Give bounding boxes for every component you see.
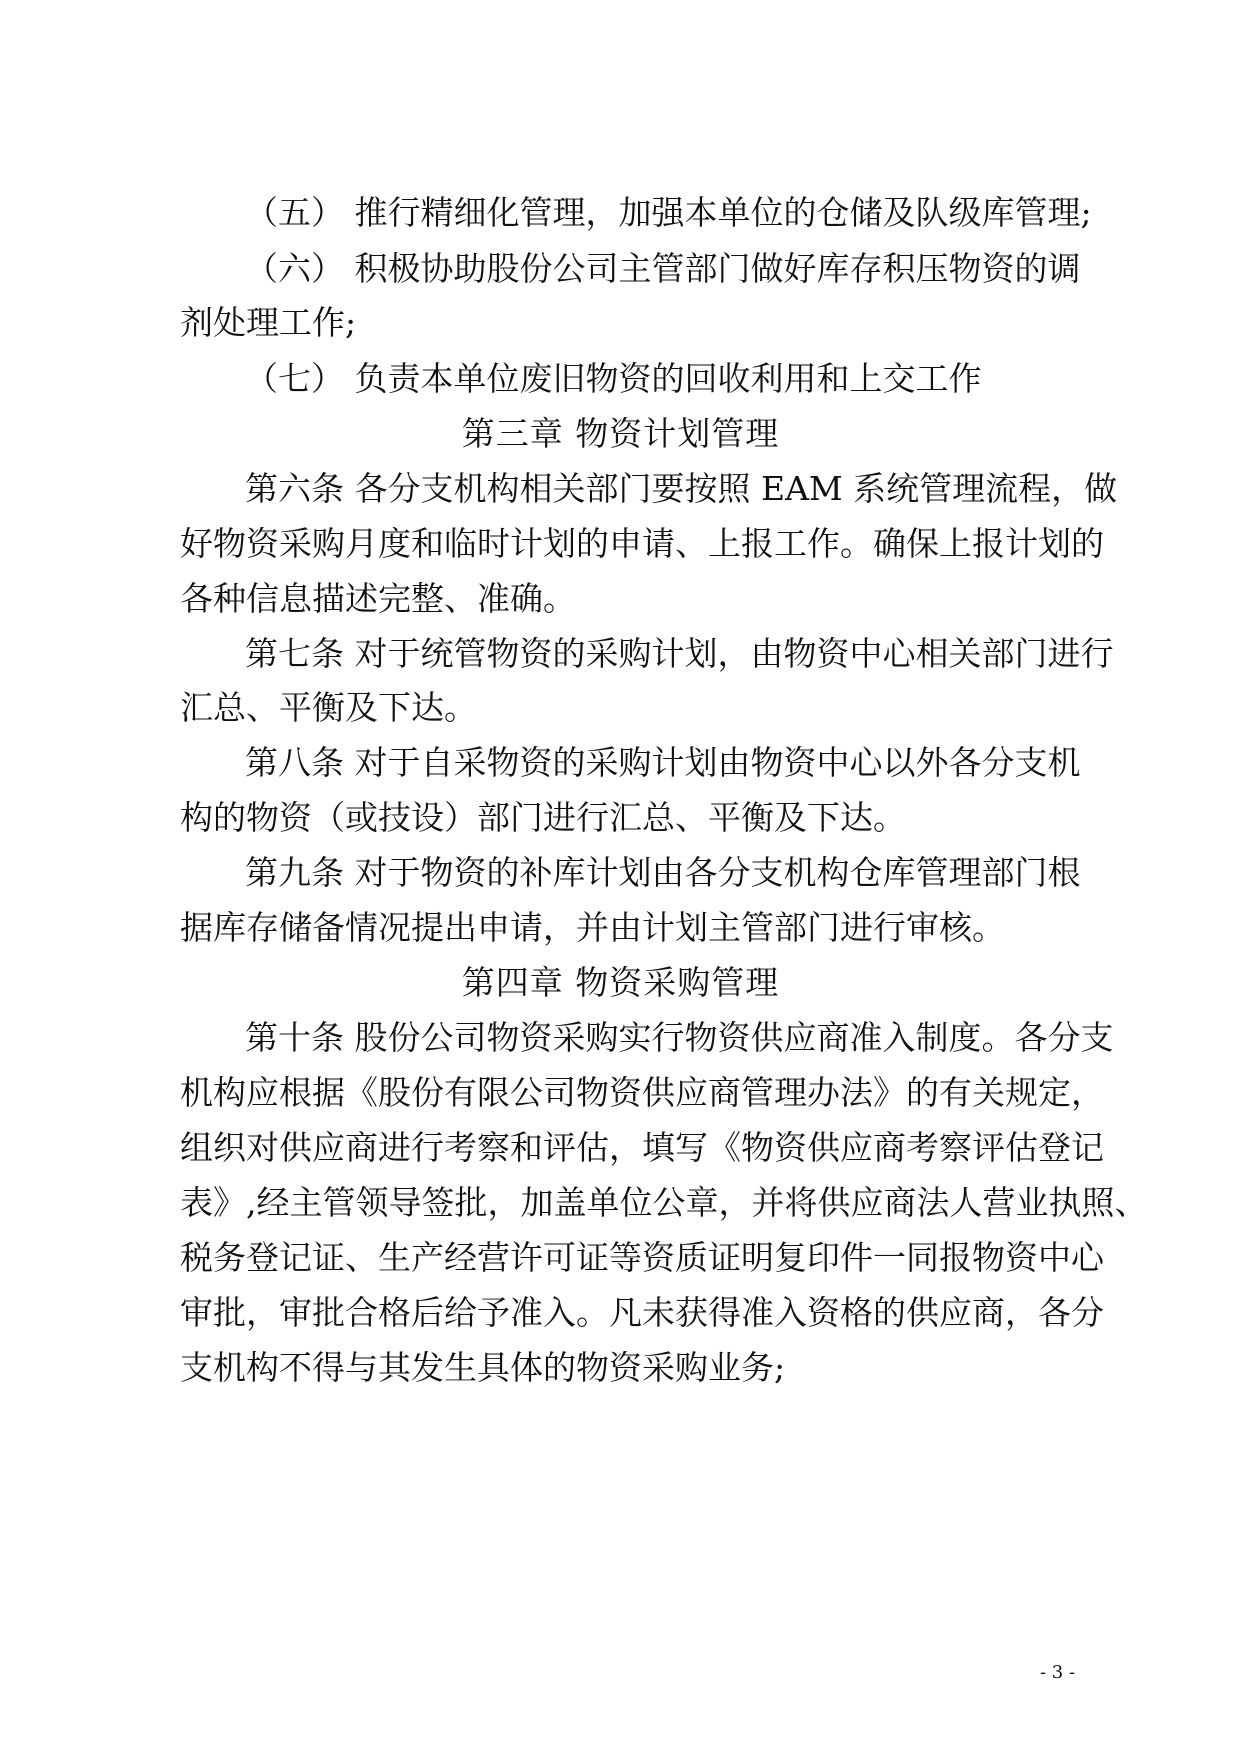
article-10-line-5: 税务登记证、生产经营许可证等资质证明复印件一同报物资中心 (180, 1238, 1104, 1277)
article-10-line-1: 第十条 股份公司物资采购实行物资供应商准入制度。各分支 (245, 1018, 1114, 1057)
chapter-4-heading: 第四章 物资采购管理 (461, 963, 780, 1002)
article-6-line-3: 各种信息描述完整、准确。 (180, 579, 576, 618)
article-10-line-2: 机构应根据《股份有限公司物资供应商管理办法》的有关规定， (180, 1073, 1104, 1112)
article-10-line-4: 表》,经主管领导签批，加盖单位公章，并将供应商法人营业执照、 (180, 1183, 1148, 1222)
article-10-line-3: 组织对供应商进行考察和评估，填写《物资供应商考察评估登记 (180, 1128, 1104, 1167)
page-number: - 3 - (1040, 1662, 1076, 1683)
item-5-line: （五） 推行精细化管理，加强本单位的仓储及队级库管理; (245, 193, 1092, 232)
article-6-line-1: 第六条 各分支机构相关部门要按照 EAM 系统管理流程，做 (245, 469, 1118, 508)
article-7-line-1: 第七条 对于统管物资的采购计划，由物资中心相关部门进行 (245, 634, 1114, 673)
article-8-line-1: 第八条 对于自采物资的采购计划由物资中心以外各分支机 (245, 743, 1081, 782)
article-10-line-6: 审批，审批合格后给予准入。凡未获得准入资格的供应商，各分 (180, 1293, 1104, 1332)
chapter-3-heading: 第三章 物资计划管理 (461, 414, 780, 453)
item-6-line-1: （六） 积极协助股份公司主管部门做好库存积压物资的调 (245, 249, 1081, 288)
article-9-line-2: 据库存储备情况提出申请，并由计划主管部门进行审核。 (180, 908, 1005, 947)
item-7-line: （七） 负责本单位废旧物资的回收利用和上交工作 (245, 359, 982, 398)
item-6-line-2: 剂处理工作; (180, 303, 357, 342)
article-8-line-2: 构的物资（或技设）部门进行汇总、平衡及下达。 (180, 798, 906, 837)
article-7-line-2: 汇总、平衡及下达。 (180, 688, 477, 727)
article-9-line-1: 第九条 对于物资的补库计划由各分支机构仓库管理部门根 (245, 853, 1081, 892)
article-6-line-2: 好物资采购月度和临时计划的申请、上报工作。确保上报计划的 (180, 524, 1104, 563)
article-10-line-7: 支机构不得与其发生具体的物资采购业务; (180, 1348, 786, 1387)
